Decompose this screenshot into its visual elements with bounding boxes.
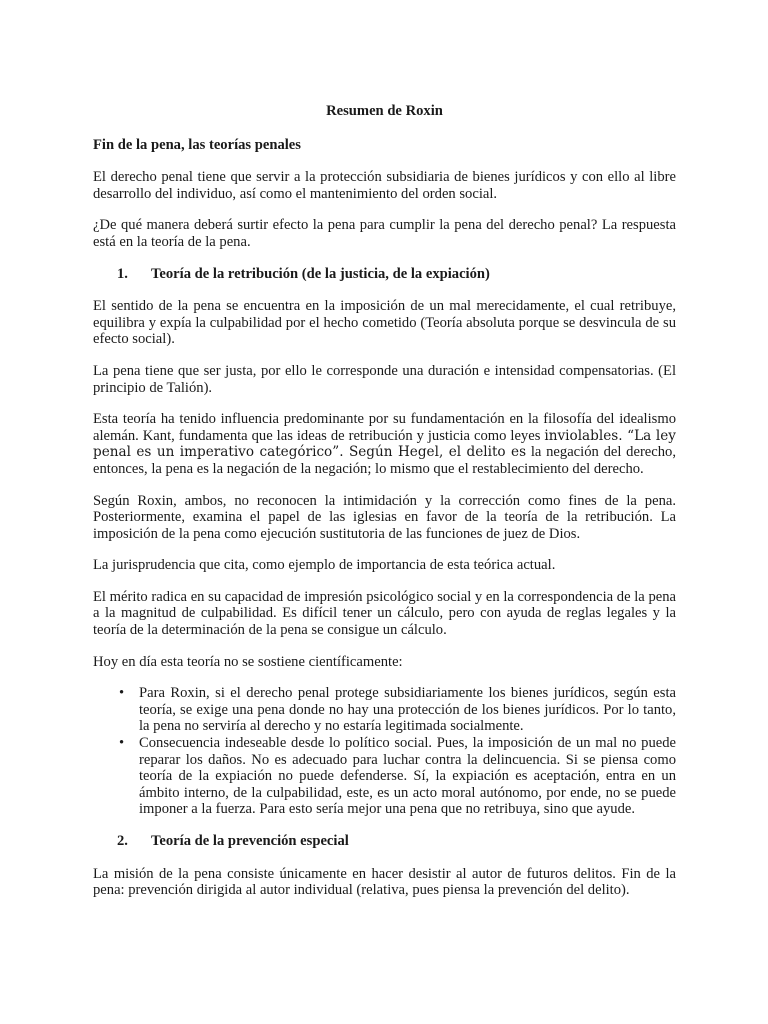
list-item: [93, 685, 676, 735]
list-item-text: Consecuencia indeseable desde lo político social. Pues, la imposición de un mal no puede reparar los daños. No es adecuado para luchar contra la delincuencia. Si se piensa como teoría de la expiación no puede defenderse. Sí, la expiación es aceptación, entra en un ámbito interno, de la culpabilidad, este, es un acto moral autónomo, por ende, no se puede imponer a la fuerza. Para esto sería mejor una pena que no retribuya, sino que ayude.: [139, 735, 676, 818]
section-1-title: Teoría de la retribución (de la justicia, de la expiación): [151, 265, 490, 282]
retribution-paragraph-3-part-a: Esta teoría ha tenido influencia predominante por su fundamentación en la filosofía del idealismo alemán. Kant, fundamenta que las ideas de retribución y justicia como leyes: [93, 411, 676, 444]
criticism-list: [93, 685, 676, 818]
section-heading: Fin de la pena, las teorías penales: [93, 136, 301, 153]
intro-paragraph-2: ¿De qué manera deberá surtir efecto la pena para cumplir la pena del derecho penal? La respuesta está en la teoría de la pena.: [93, 217, 676, 250]
retribution-paragraph-5: La jurisprudencia que cita, como ejemplo de importancia de esta teórica actual.: [93, 557, 556, 574]
retribution-paragraph-3-part-b: inviolables. “La ley penal es un imperativo categórico”. Según Hegel, el delito es: [93, 427, 676, 461]
section-1-heading: [93, 266, 676, 283]
document-title: Resumen de Roxin: [326, 103, 443, 119]
special-prevention-paragraph-1: La misión de la pena consiste únicamente en hacer desistir al autor de futuros delitos. Fin de la pena: prevención dirigida al autor individual (relativa, pues piensa la prevención del delito).: [93, 865, 676, 899]
document-body: [93, 103, 676, 914]
bullet-icon: •: [119, 685, 125, 702]
retribution-paragraph-3: [93, 411, 676, 477]
retribution-paragraph-6: El mérito radica en su capacidad de impresión psicológico social y en la correspondencia de la pena a la magnitud de culpabilidad. Es difícil tener un cálculo, pero con ayuda de reglas legales y la teoría de la determinación de la pena se consigue un cálculo.: [93, 588, 676, 639]
bullet-icon: •: [119, 735, 125, 752]
list-item: [93, 735, 676, 818]
intro-paragraph-1: El derecho penal tiene que servir a la protección subsidiaria de bienes jurídicos y con ello al libre desarrollo del individuo, así como el mantenimiento del orden social.: [93, 169, 676, 202]
section-1-number: 1.: [117, 265, 128, 282]
retribution-paragraph-4: Según Roxin, ambos, no reconocen la intimidación y la corrección como fines de la pena. Posteriormente, examina el papel de las iglesias en favor de la teoría de la retribución. La imposición de la pena como ejecución sustitutoria de las funciones de juez de Dios.: [93, 492, 676, 542]
section-2-number: 2.: [117, 833, 128, 849]
section-2-heading: [93, 833, 676, 850]
retribution-paragraph-7: Hoy en día esta teoría no se sostiene científicamente:: [93, 653, 403, 670]
list-item-text: Para Roxin, si el derecho penal protege subsidiariamente los bienes jurídicos, según esta teoría, se exige una pena donde no hay una protección de los bienes jurídicos. Por lo tanto, la pena no serviría al derecho y no estaría legitimada socialmente.: [139, 685, 676, 735]
section-2-title: Teoría de la prevención especial: [151, 833, 349, 849]
retribution-paragraph-2: La pena tiene que ser justa, por ello le corresponde una duración e intensidad compensatorias. (El principio de Talión).: [93, 362, 676, 396]
retribution-paragraph-1: El sentido de la pena se encuentra en la imposición de un mal merecidamente, el cual retribuye, equilibra y expía la culpabilidad por el hecho cometido (Teoría absoluta porque se desvincula de su efecto social).: [93, 298, 676, 348]
retribution-paragraph-3-part-c: la negación del derecho, entonces, la pena es la negación de la negación; lo mismo que el restablecimiento del derecho.: [93, 444, 676, 477]
